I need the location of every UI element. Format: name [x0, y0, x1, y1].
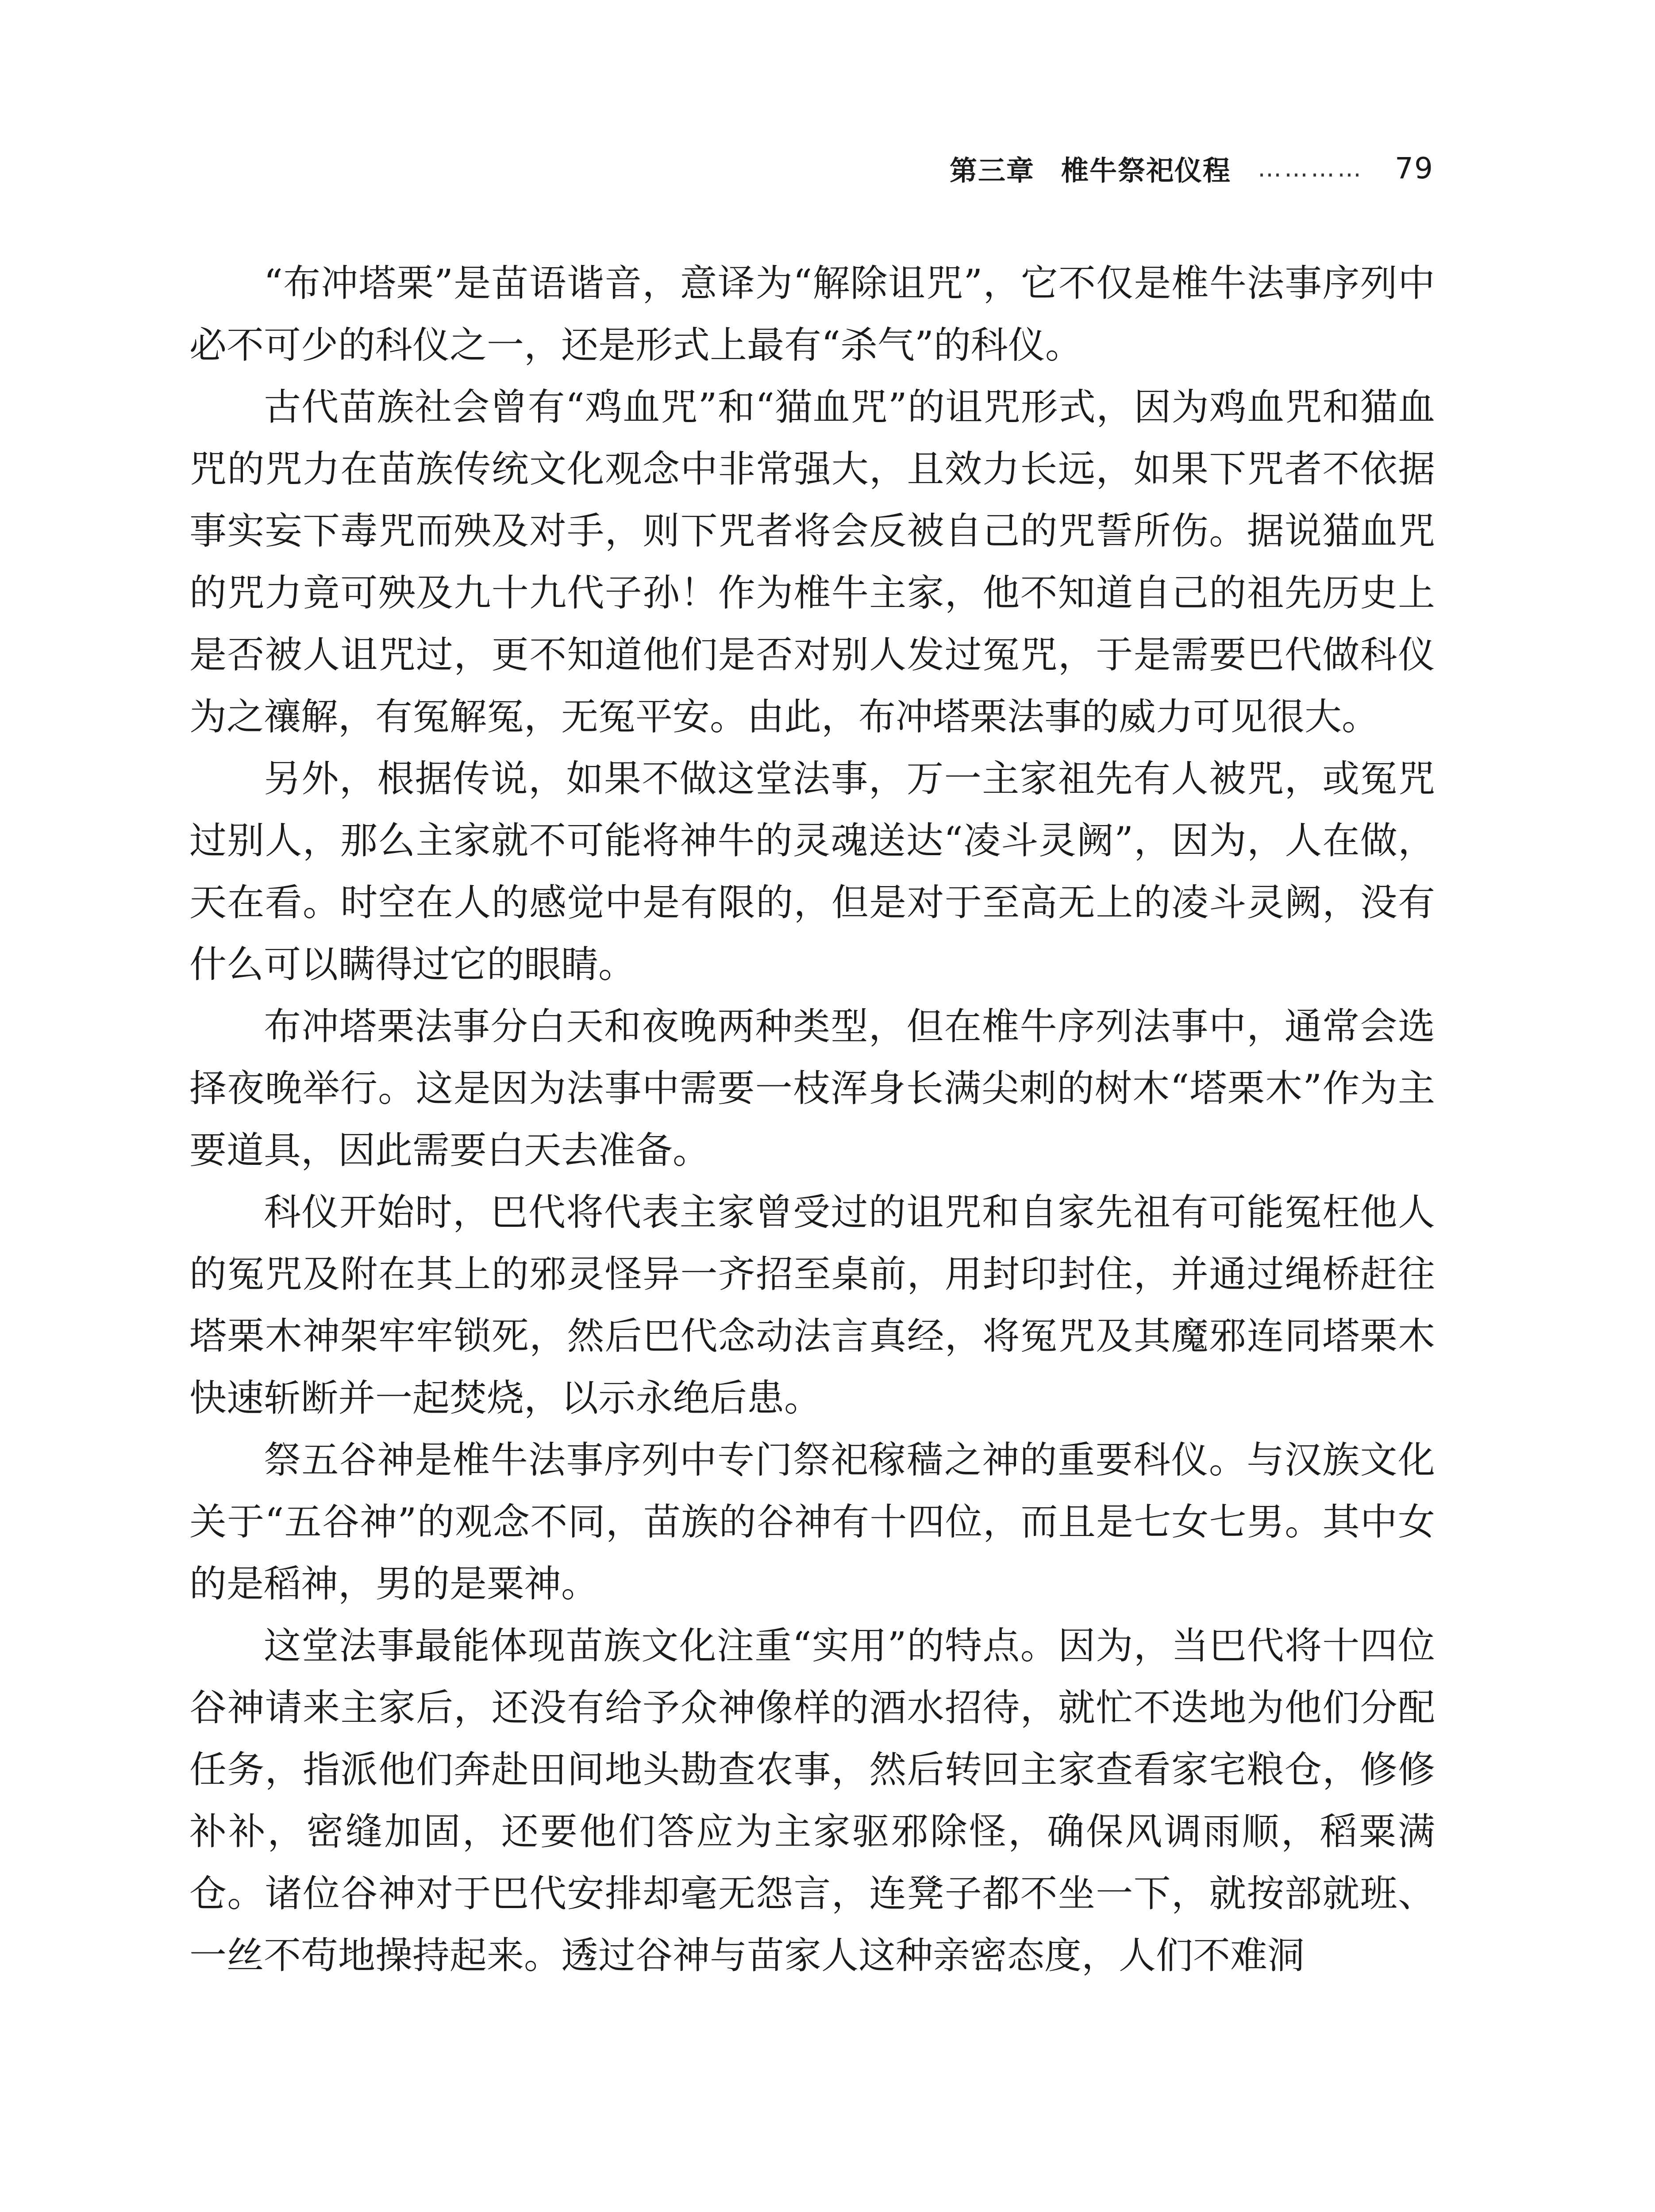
paragraph: 布冲塔栗法事分白天和夜晚两种类型，但在椎牛序列法事中，通常会选择夜晚举行。这是因为法事中需要一枝浑身长满尖刺的树木“塔栗木”作为主要道具，因此需要白天去准备。	[189, 1005, 1435, 1172]
running-header	[950, 146, 1434, 190]
paragraph: 祭五谷神是椎牛法事序列中专门祭祀稼穑之神的重要科仪。与汉族文化关于“五谷神”的观念不同，苗族的谷神有十四位，而且是七女七男。其中女的是稻神，男的是粟神。	[189, 1438, 1435, 1605]
header-leaders: …………	[1258, 154, 1364, 182]
body-text	[189, 252, 1435, 1986]
page-number: 79	[1395, 151, 1434, 185]
chapter-title: 椎牛祭祀仪程	[1061, 154, 1232, 187]
paragraph: 科仪开始时，巴代将代表主家曾受过的诅咒和自家先祖有可能冤枉他人的冤咒及附在其上的邪灵怪异一齐招至桌前，用封印封住，并通过绳桥赶往塔栗木神架牢牢锁死，然后巴代念动法言真经，将冤咒及其魔邪连同塔栗木快速斩断并一起焚烧，以示永绝后患。	[189, 1190, 1435, 1420]
paragraph: “布冲塔栗”是苗语谐音，意译为“解除诅咒”，它不仅是椎牛法事序列中必不可少的科仪之一，还是形式上最有“杀气”的科仪。	[189, 261, 1435, 367]
paragraph: 这堂法事最能体现苗族文化注重“实用”的特点。因为，当巴代将十四位谷神请来主家后，还没有给予众神像样的酒水招待，就忙不迭地为他们分配任务，指派他们奔赴田间地头勘查农事，然后转回主家查看家宅粮仓，修修补补，密缝加固，还要他们答应为主家驱邪除怪，确保风调雨顺，稻粟满仓。诸位谷神对于巴代安排却毫无怨言，连凳子都不坐一下，就按部就班、一丝不苟地操持起来。透过谷神与苗家人这种亲密态度，人们不难洞	[189, 1624, 1435, 1977]
paragraph: 另外，根据传说，如果不做这堂法事，万一主家祖先有人被咒，或冤咒过别人，那么主家就不可能将神牛的灵魂送达“凌斗灵阙”，因为，人在做，天在看。时空在人的感觉中是有限的，但是对于至高无上的凌斗灵阙，没有什么可以瞒得过它的眼睛。	[189, 757, 1435, 986]
paragraph: 古代苗族社会曾有“鸡血咒”和“猫血咒”的诅咒形式，因为鸡血咒和猫血咒的咒力在苗族传统文化观念中非常强大，且效力长远，如果下咒者不依据事实妄下毒咒而殃及对手，则下咒者将会反被自己的咒誓所伤。据说猫血咒的咒力竟可殃及九十九代子孙！作为椎牛主家，他不知道自己的祖先历史上是否被人诅咒过，更不知道他们是否对别人发过冤咒，于是需要巴代做科仪为之禳解，有冤解冤，无冤平安。由此，布冲塔栗法事的威力可见很大。	[189, 385, 1435, 738]
chapter-label: 第三章	[949, 154, 1035, 187]
